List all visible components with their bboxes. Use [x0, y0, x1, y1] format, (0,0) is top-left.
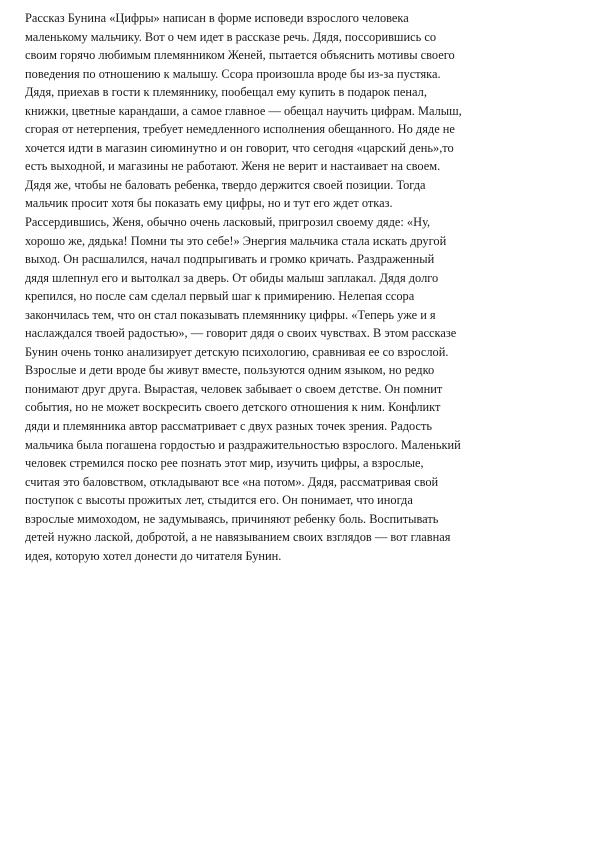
text-line: Бунин очень тонко анализирует детскую психологию, сравнивая ее со взрослой.	[25, 344, 449, 359]
text-line: понимают друг друга. Вырастая, человек забывает о своем детстве. Он помнит	[25, 381, 443, 396]
text-line: выход. Он расшалился, начал подпрыгивать и громко кричать. Раздраженный	[25, 252, 435, 267]
text-line: закончилась тем, что он стал показывать племяннику цифры. «Теперь уже и я	[25, 307, 436, 322]
text-line: события, но не может воскресить своего детского отношения к ним. Конфликт	[25, 400, 441, 415]
text-line: своим горячо любимым племянником Женей, пытается объяснить мотивы своего	[25, 48, 455, 63]
text-line: крепился, но после сам сделал первый шаг к примирению. Нелепая ссора	[25, 289, 415, 304]
text-line: дядя шлепнул его и вытолкал за дверь. От обиды малыш заплакал. Дядя долго	[25, 270, 439, 285]
text-line: детей нужно лаской, добротой, а не навязыванием своих взглядов — вот главная	[25, 530, 451, 545]
text-line: Дядя, приехав в гости к племяннику, пообещал ему купить в подарок пенал,	[25, 85, 427, 100]
text-line: считая это баловством, откладывают все «на потом». Дядя, рассматривая свой	[25, 474, 439, 489]
text-line: есть выходной, и магазины не работают. Женя не верит и настаивает на своем.	[25, 159, 441, 174]
text-line: наслаждался твоей радостью», — говорит дядя о своих чувствах. В этом рассказе	[25, 326, 457, 341]
text-line: маленькому мальчику. Вот о чем идет в рассказе речь. Дядя, поссорившись со	[25, 29, 437, 44]
text-line: сгорая от нетерпения, требует немедленного исполнения обещанного. Но дяде не	[25, 122, 455, 137]
text-line: поведения по отношению к малышу. Ссора произошла вроде бы из-за пустяка.	[25, 66, 441, 81]
text-line: Рассердившись, Женя, обычно очень ласковый, пригрозил своему дяде: «Ну,	[25, 215, 431, 230]
text-line: Дядя же, чтобы не баловать ребенка, твердо держится своей позиции. Тогда	[25, 177, 426, 192]
text-line: человек стремился поско рее познать этот мир, изучить цифры, а взрослые,	[25, 456, 424, 471]
text-line: поступок с высоты прожитых лет, стыдится его. Он понимает, что иногда	[25, 493, 413, 508]
text-line: идея, которую хотел донести до читателя Бунин.	[25, 548, 282, 563]
essay-text	[25, 9, 585, 565]
text-line: хочется идти в магазин сиюминутно и он говорит, что сегодня «царский день»,то	[25, 140, 454, 155]
text-line: взрослые мимоходом, не задумываясь, причиняют ребенку боль. Воспитывать	[25, 511, 439, 526]
text-line: хорошо же, дядька! Помни ты это себе!» Энергия мальчика стала искать другой	[25, 233, 447, 248]
text-line: Рассказ Бунина «Цифры» написан в форме исповеди взрослого человека	[25, 11, 409, 25]
text-line: мальчик просит хотя бы показать ему цифры, но и тут его ждет отказ.	[25, 196, 393, 211]
text-line: дяди и племянника автор рассматривает с двух разных точек зрения. Радость	[25, 419, 433, 434]
text-line: Взрослые и дети вроде бы живут вместе, пользуются одним языком, но редко	[25, 363, 435, 378]
text-line: книжки, цветные карандаши, а самое главное — обещал научить цифрам. Малыш,	[25, 103, 462, 118]
text-line: мальчика была погашена гордостью и раздражительностью взрослого. Маленький	[25, 437, 461, 452]
